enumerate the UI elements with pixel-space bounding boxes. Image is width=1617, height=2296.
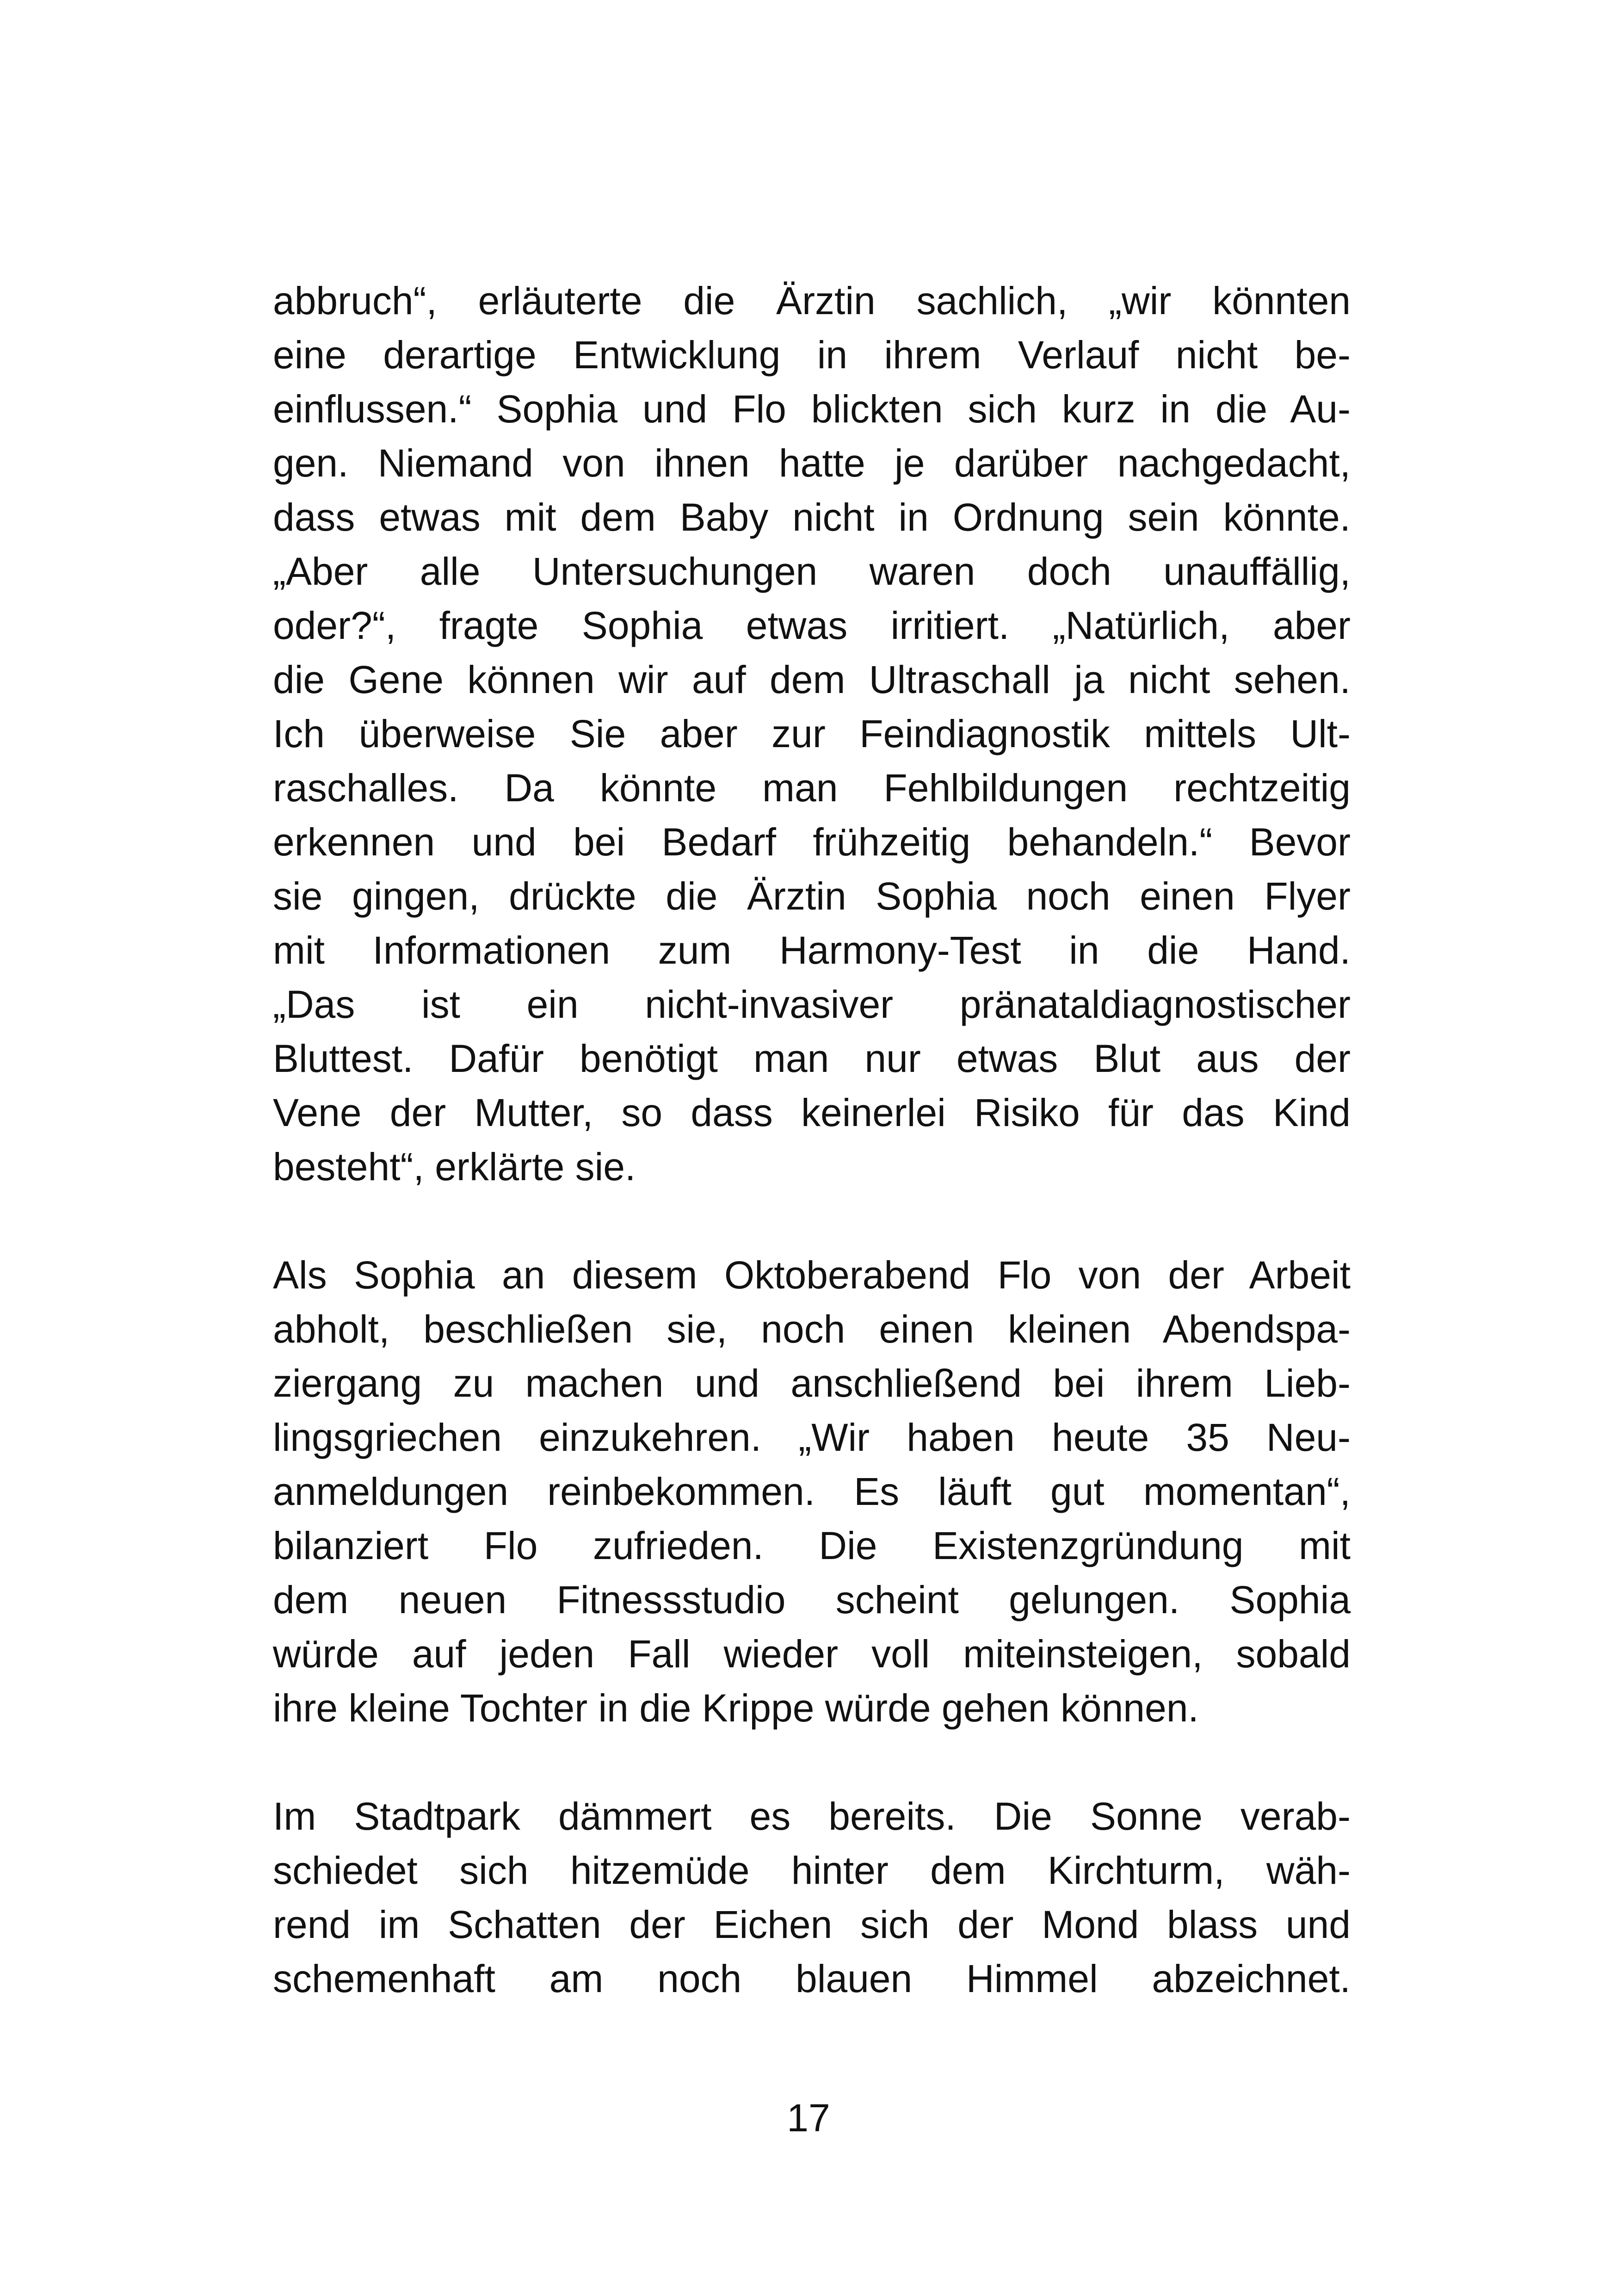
text-line: die Gene können wir auf dem Ultraschall ja nicht sehen.	[273, 658, 1351, 701]
text-line: rend im Schatten der Eichen sich der Mond blass und	[273, 1903, 1351, 1946]
text-line: würde auf jeden Fall wieder voll miteinsteigen, sobald	[273, 1632, 1351, 1676]
text-line: Als Sophia an diesem Oktoberabend Flo von der Arbeit	[273, 1253, 1351, 1297]
text-line: ziergang zu machen und anschließend bei ihrem Lieb-	[273, 1362, 1351, 1405]
text-line: Bluttest. Dafür benötigt man nur etwas Blut aus der	[273, 1037, 1351, 1080]
text-line: dass etwas mit dem Baby nicht in Ordnung sein könnte.	[273, 495, 1351, 539]
body-text	[273, 274, 1351, 2006]
text-line: dem neuen Fitnessstudio scheint gelungen. Sophia	[273, 1578, 1351, 1621]
paragraph-gap	[273, 1735, 1351, 1789]
text-line: anmeldungen reinbekommen. Es läuft gut momentan“,	[273, 1470, 1351, 1513]
text-line: schemenhaft am noch blauen Himmel abzeichnet.	[273, 1957, 1351, 2000]
text-line: abholt, beschließen sie, noch einen kleinen Abendspa-	[273, 1307, 1351, 1351]
text-line: sie gingen, drückte die Ärztin Sophia noch einen Flyer	[273, 874, 1351, 918]
paragraph-gap	[273, 1194, 1351, 1248]
text-line: oder?“, fragte Sophia etwas irritiert. „Natürlich, aber	[273, 604, 1351, 647]
text-line: gen. Niemand von ihnen hatte je darüber nachgedacht,	[273, 441, 1351, 485]
text-line: mit Informationen zum Harmony-Test in die Hand.	[273, 928, 1351, 972]
page-number: 17	[787, 2096, 830, 2140]
text-line: eine derartige Entwicklung in ihrem Verlauf nicht be-	[273, 333, 1351, 377]
text-line: Ich überweise Sie aber zur Feindiagnostik mittels Ult-	[273, 712, 1351, 755]
text-line: abbruch“, erläuterte die Ärztin sachlich, „wir könnten	[273, 279, 1351, 322]
text-line: schiedet sich hitzemüde hinter dem Kirchturm, wäh-	[273, 1849, 1351, 1892]
text-line: erkennen und bei Bedarf frühzeitig behandeln.“ Bevor	[273, 820, 1351, 864]
text-line: Im Stadtpark dämmert es bereits. Die Sonne verab-	[273, 1795, 1351, 1838]
text-line: einflussen.“ Sophia und Flo blickten sich kurz in die Au-	[273, 387, 1351, 431]
text-line: „Aber alle Untersuchungen waren doch unauffällig,	[273, 550, 1351, 593]
text-line: ihre kleine Tochter in die Krippe würde gehen können.	[273, 1686, 1199, 1730]
paragraph	[273, 274, 1351, 1194]
text-line: besteht“, erklärte sie.	[273, 1145, 636, 1188]
text-line: lingsgriechen einzukehren. „Wir haben heute 35 Neu-	[273, 1416, 1351, 1459]
paragraph	[273, 1789, 1351, 2006]
paragraph	[273, 1248, 1351, 1735]
text-line: raschalles. Da könnte man Fehlbildungen rechtzeitig	[273, 766, 1351, 810]
text-line: bilanziert Flo zufrieden. Die Existenzgründung mit	[273, 1524, 1351, 1567]
text-line: „Das ist ein nicht-invasiver pränataldiagnostischer	[273, 983, 1351, 1026]
text-line: Vene der Mutter, so dass keinerlei Risiko für das Kind	[273, 1091, 1351, 1134]
